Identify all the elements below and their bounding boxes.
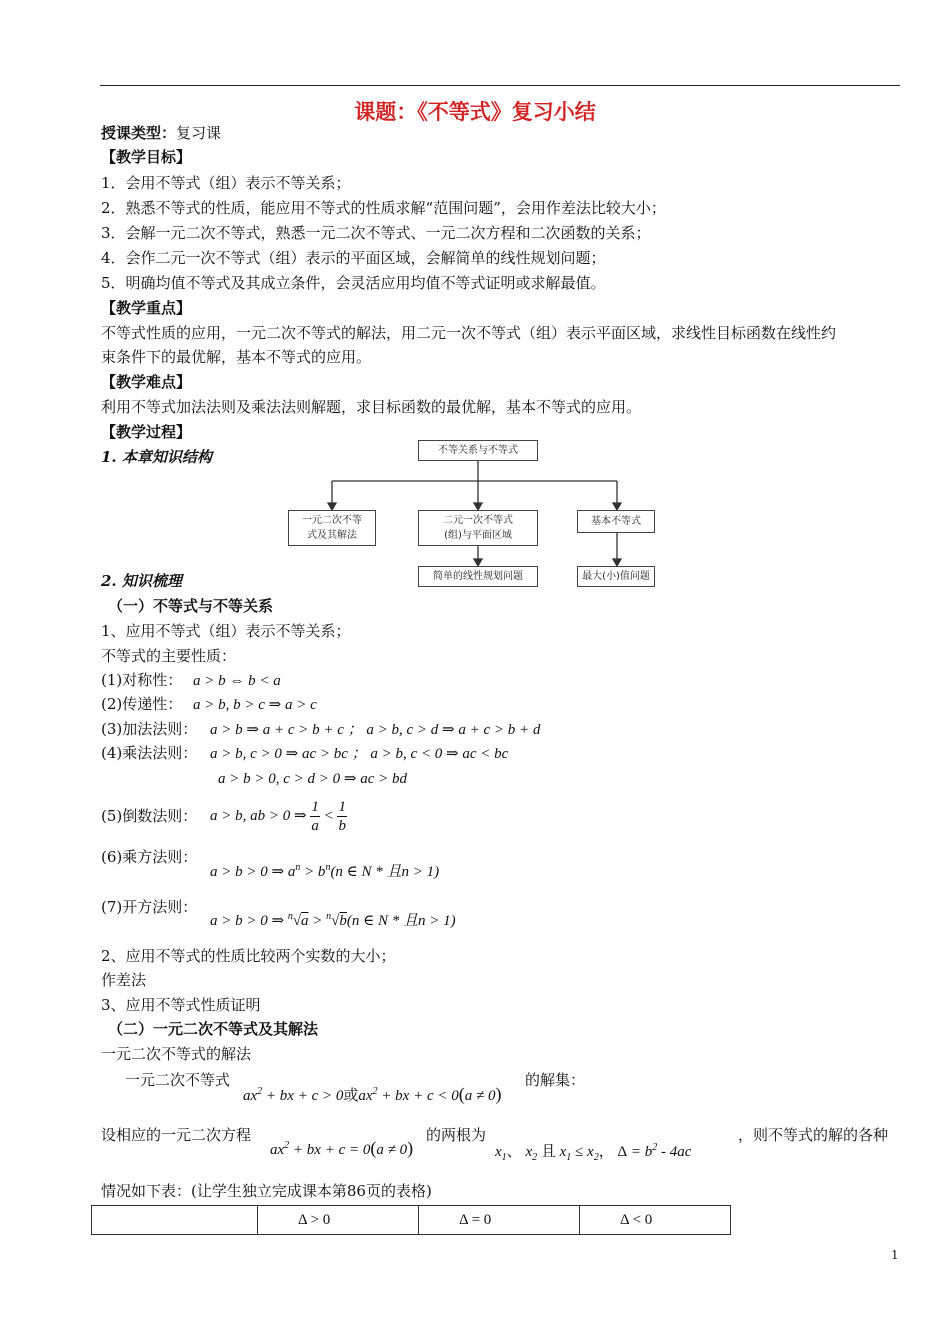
quadratic-inequality-math: $ax^2$ + bx + c > 0或$ax^2$ + bx + c < 0(a ≠ 0): [243, 1084, 502, 1104]
page-number: 1: [891, 1248, 899, 1262]
section-knowledge-structure: 1. 本章知识结构: [101, 448, 212, 466]
prop-label: (3)加法法则：: [101, 720, 198, 738]
prop-math-reciprocal: a > b, ab > 0 ⇒ $\frac{1}{a}$ < $\frac{1}{b}$: [210, 799, 346, 834]
part2-line: 的两根为: [426, 1126, 487, 1144]
diagram-leaf2-box: [418, 566, 538, 587]
process-heading: 【教学过程】: [101, 423, 192, 441]
prop-label: (6)乘方法则：: [101, 848, 198, 866]
diagram-branch1-label: 一元二次不等: [302, 515, 362, 526]
fraction-numerator: 1: [338, 799, 346, 815]
arrowhead: [474, 503, 482, 510]
key-points-line: 不等式性质的应用，一元二次不等式的解法，用二元一次不等式（组）表示平面区域，求线性目标函数在线性约: [101, 324, 837, 342]
difficulties-heading: 【教学难点】: [101, 373, 192, 391]
part1-line: 作差法: [101, 971, 147, 989]
part1-line: 不等式的主要性质：: [101, 647, 237, 665]
diagram-branch1-box: [288, 510, 376, 546]
part2-line: ，则不等式的解的各种: [738, 1126, 889, 1144]
discriminant-table: [91, 1205, 731, 1235]
part2-heading: （二）一元二次不等式及其解法: [108, 1020, 319, 1038]
part1-line: 3、应用不等式性质证明: [101, 996, 261, 1014]
diagram-leaf2-label: 简单的线性规划问题: [433, 571, 523, 582]
table-cell: [92, 1206, 258, 1235]
fraction: [310, 798, 320, 835]
prop-math: a > b, c > 0 ⇒ ac > bc ； a > b, c < 0 ⇒ ac < bc: [210, 746, 509, 762]
difficulties-text: 利用不等式加法法则及乘法法则解题，求目标函数的最优解，基本不等式的应用。: [101, 398, 642, 416]
diagram-root-box: [418, 440, 538, 461]
lesson-type-value: 复习课: [176, 124, 222, 142]
part2-line: 一元二次不等式的解法: [101, 1045, 252, 1063]
diagram-leaf3-box: [577, 566, 655, 587]
arrowhead: [613, 559, 621, 566]
diagram-branch2-label: 二元一次不等式: [443, 515, 513, 526]
arrowhead: [328, 503, 336, 510]
part1-heading: （一）不等式与不等关系: [108, 597, 274, 615]
key-points-line: 束条件下的最优解，基本不等式的应用。: [101, 348, 372, 366]
diagram-root-label: 不等关系与不等式: [438, 445, 518, 456]
prop-label: (4)乘法法则：: [101, 744, 198, 762]
table-row: [92, 1206, 731, 1235]
prop-math: a > b ⇔ b < a: [193, 673, 281, 689]
table-cell: Δ < 0: [580, 1206, 731, 1235]
diagram-leaf3-label: 最大(小)值问题: [582, 571, 650, 582]
fraction-denominator: b: [338, 818, 346, 834]
fraction-denominator: a: [311, 818, 319, 834]
diagram-branch2-box: [418, 510, 538, 546]
fraction: [337, 798, 347, 835]
section-knowledge-review: 2. 知识梳理: [101, 572, 182, 590]
prop-label: (7)开方法则：: [101, 898, 198, 916]
key-points-heading: 【教学重点】: [101, 299, 192, 317]
prop-label: (5)倒数法则：: [101, 807, 198, 825]
prop-math: a > b ⇒ a + c > b + c ； a > b, c > d ⇒ a + c > b + d: [210, 722, 541, 738]
objective-item: 5．明确均值不等式及其成立条件，会灵活应用均值不等式证明或求解最值。: [101, 274, 606, 292]
objective-item: 2．熟悉不等式的性质，能应用不等式的性质求解“范围问题”，会用作差法比较大小；: [101, 199, 666, 217]
part2-line: 一元二次不等式: [125, 1071, 231, 1089]
prop-label: (2)传递性：: [101, 695, 183, 713]
part2-line: 情况如下表：(让学生独立完成课本第86页的表格): [101, 1182, 432, 1200]
objective-item: 1．会用不等式（组）表示不等关系；: [101, 174, 351, 192]
quadratic-equation-math: $ax^2$ + bx + c = 0(a ≠ 0): [270, 1138, 414, 1158]
objective-item: 4．会作二元一次不等式（组）表示的平面区域，会解简单的线性规划问题；: [101, 249, 606, 267]
prop-math-root: a > b > 0 ⇒ $^n$√a > $^n$√b(n ∈ N * 且n > 1): [210, 911, 456, 929]
diagram-branch3-label: 基本不等式: [591, 516, 641, 527]
lesson-type-label: 授课类型：: [101, 124, 177, 142]
prop-math: a > b > 0 ⇒: [210, 913, 285, 929]
prop-math-condition: (n ∈ N * 且n > 1): [330, 864, 440, 880]
part2-line: 的解集：: [525, 1071, 586, 1089]
prop-label: (1)对称性：: [101, 671, 183, 689]
arrowhead: [474, 559, 482, 566]
prop-math: a > b > 0, c > d > 0 ⇒ ac > bd: [218, 771, 407, 787]
diagram-branch3-box: [577, 510, 655, 533]
prop-math: a > b, b > c ⇒ a > c: [193, 697, 317, 713]
prop-math: a > b > 0 ⇒ a: [210, 864, 296, 880]
table-cell: Δ = 0: [419, 1206, 580, 1235]
arrowhead: [613, 503, 621, 510]
part1-line: 1、应用不等式（组）表示不等关系；: [101, 622, 351, 640]
part1-line: 2、应用不等式的性质比较两个实数的大小；: [101, 947, 396, 965]
prop-math: a > b, ab > 0 ⇒: [210, 807, 307, 824]
roots-math: $x_1$、 $x_2$ 且 $x_1 \le x_2$， $\Delta = b^2 - 4ac$: [495, 1142, 692, 1163]
prop-math-power: a > b > 0 ⇒ $a^n > b^n(n$ ∈ N * 且n > 1): [210, 862, 440, 880]
part2-line: 设相应的一元二次方程: [101, 1126, 252, 1144]
diagram-branch1-label: 式及其解法: [307, 530, 357, 541]
page-title: 课题：《不等式》复习小结: [354, 100, 596, 124]
diagram-branch2-label: (组)与平面区域: [444, 530, 512, 541]
objectives-heading: 【教学目标】: [101, 148, 192, 166]
objective-item: 3．会解一元二次不等式，熟悉一元二次不等式、一元二次方程和二次函数的关系；: [101, 224, 651, 242]
fraction-numerator: 1: [311, 799, 319, 815]
prop-math-condition: (n ∈ N * 且n > 1): [346, 913, 456, 929]
table-cell: Δ > 0: [258, 1206, 419, 1235]
